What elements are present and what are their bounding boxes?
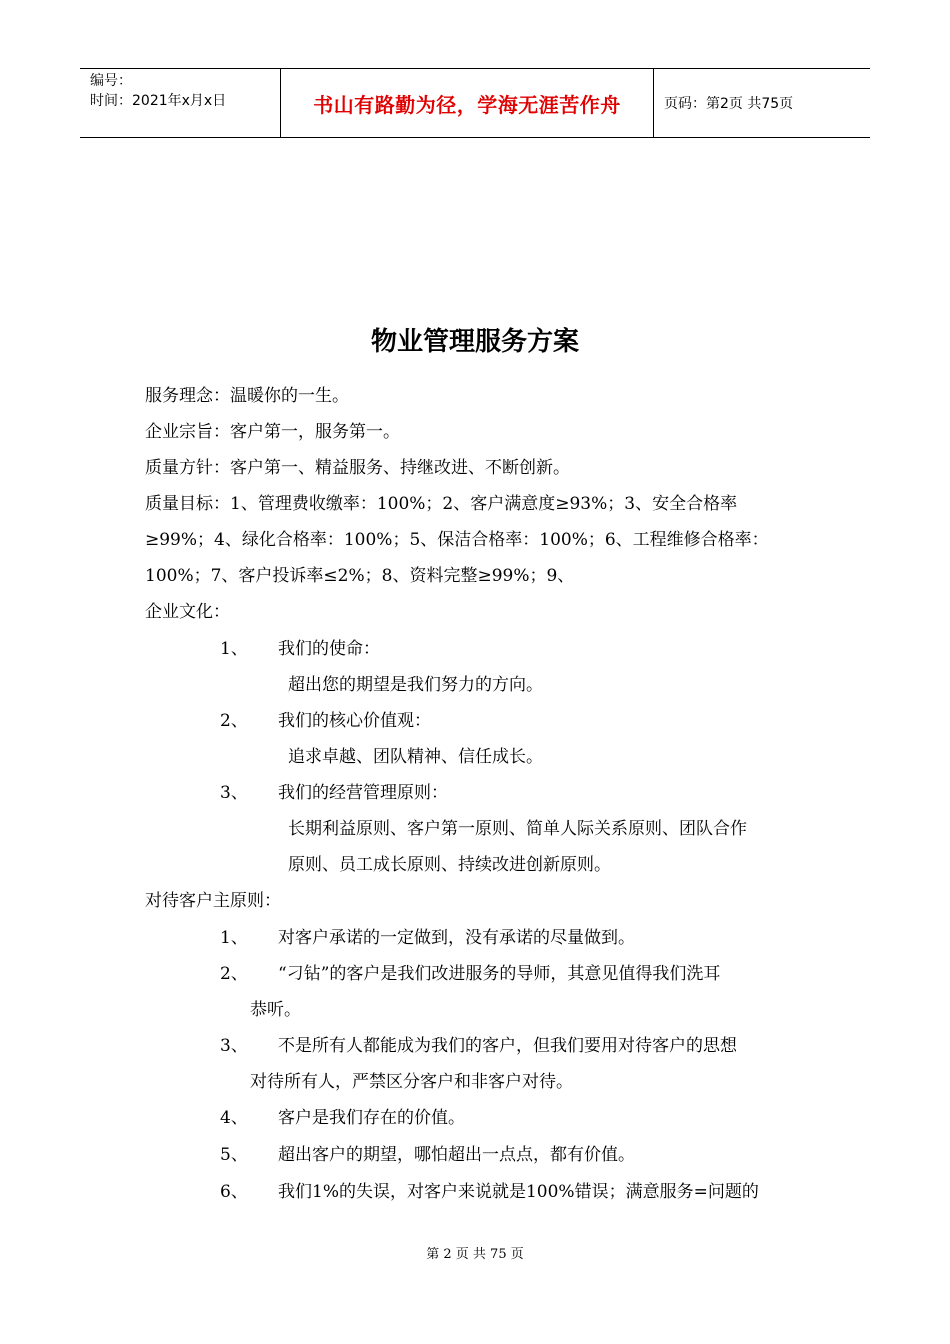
header-motto: 书山有路勤为径，学海无涯苦作舟 [281,69,654,137]
culture-label: 企业文化： [145,602,230,622]
principle-number: 4、 [220,1108,248,1128]
principle-text: 客户是我们存在的价值。 [278,1108,465,1128]
culture-item-number: 3、 [220,783,248,803]
principle-number: 1、 [220,928,248,948]
enterprise-purpose: 企业宗旨：客户第一，服务第一。 [145,422,400,442]
culture-item-heading: 我们的核心价值观： [278,711,431,731]
customer-principles-label: 对待客户主原则： [145,891,281,911]
principle-text: 超出客户的期望，哪怕超出一点点，都有价值。 [278,1145,635,1165]
number-label: 编号： [90,73,132,89]
page-title: 物业管理服务方案 [370,327,579,357]
culture-item-body: 超出您的期望是我们努力的方向。 [288,675,543,695]
culture-item-number: 1、 [220,639,248,659]
principle-text: 对客户承诺的一定做到，没有承诺的尽量做到。 [278,928,635,948]
principle-text: 不是所有人都能成为我们的客户，但我们要用对待客户的思想 [278,1036,737,1056]
quality-goals-line: 质量目标：1、管理费收缴率：100%；2、客户满意度≥93%；3、安全合格率 [145,494,738,514]
quality-goals-line: ≥99%；4、绿化合格率：100%；5、保洁合格率：100%；6、工程维修合格率： [145,530,769,550]
principle-number: 6、 [220,1182,248,1202]
culture-item-number: 2、 [220,711,248,731]
principle-text: 我们1%的失误，对客户来说就是100%错误；满意服务=问题的 [278,1182,759,1202]
quality-goals-line: 100%；7、客户投诉率≤2%；8、资料完整≥99%；9、 [145,566,575,586]
page-footer: 第 2 页 共 75 页 [426,1247,524,1262]
principle-number: 2、 [220,964,248,984]
header-meta [80,69,281,137]
principle-number: 3、 [220,1036,248,1056]
culture-item-body: 原则、员工成长原则、持续改进创新原则。 [288,855,611,875]
document-header [80,68,870,138]
time-label: 时间：2021年x月x日 [90,93,227,109]
principle-text: 恭听。 [250,1000,301,1020]
quality-policy: 质量方针：客户第一、精益服务、持继改进、不断创新。 [145,458,570,478]
principle-text: “刁钻”的客户是我们改进服务的导师，其意见值得我们洗耳 [278,964,721,984]
principle-number: 5、 [220,1145,248,1165]
culture-item-body: 追求卓越、团队精神、信任成长。 [288,747,543,767]
culture-item-heading: 我们的使命： [278,639,380,659]
culture-item-heading: 我们的经营管理原则： [278,783,448,803]
principle-text: 对待所有人，严禁区分客户和非客户对待。 [250,1072,573,1092]
header-page-info: 页码：第2页 共75页 [664,96,794,112]
service-concept: 服务理念：温暖你的一生。 [145,386,349,406]
culture-item-body: 长期利益原则、客户第一原则、简单人际关系原则、团队合作 [288,819,747,839]
